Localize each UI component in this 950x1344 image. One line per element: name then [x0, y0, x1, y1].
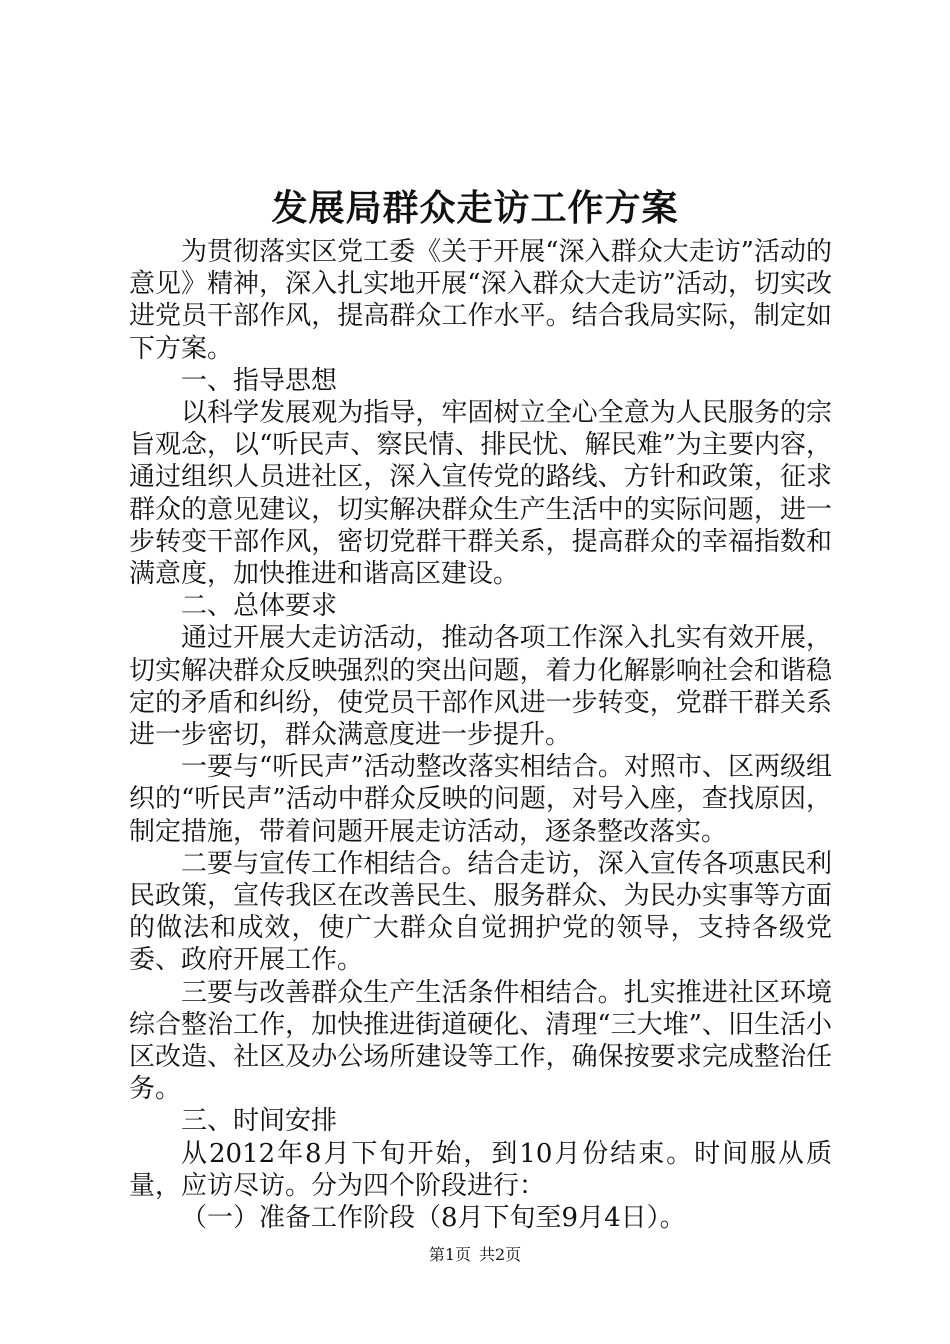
- page-footer: [0, 1245, 950, 1265]
- general-requirements-paragraph: 通过开展大走访活动，推动各项工作深入扎实有效开展，切实解决群众反映强烈的突出问题，着力化解影响社会和谐稳定的矛盾和纠纷，使党员干部作风进一步转变，党群干群关系进一步密切，群众满意度进一步提升。: [129, 623, 832, 751]
- section-heading-guiding-ideology: 一、指导思想: [181, 365, 338, 396]
- section-heading-general-requirements: 二、总体要求: [181, 591, 338, 622]
- document-title: 发展局群众走访工作方案: [271, 187, 679, 229]
- requirement-one-paragraph: 一要与“听民声”活动整改落实相结合。对照市、区两级组织的“听民声”活动中群众反映的问题，对号入座，查找原因，制定措施，带着问题开展走访活动，逐条整改落实。: [129, 752, 832, 847]
- page-number: 第1页: [428, 1245, 471, 1264]
- schedule-paragraph: 从2012年8月下旬开始，到10月份结束。时间服从质量，应访尽访。分为四个阶段进行：: [129, 1138, 832, 1201]
- section-heading-schedule: 三、时间安排: [181, 1106, 338, 1137]
- page-total: 共2页: [479, 1245, 522, 1264]
- guiding-ideology-paragraph: 以科学发展观为指导，牢固树立全心全意为人民服务的宗旨观念，以“听民声、察民情、排民忧、解民难”为主要内容，通过组织人员进社区，深入宣传党的路线、方针和政策，征求群众的意见建议，切实解决群众生产生活中的实际问题，进一步转变干部作风，密切党群干群关系，提高群众的幸福指数和满意度，加快推进和谐高区建设。: [129, 398, 832, 590]
- document-body: [129, 236, 832, 1234]
- requirement-two-paragraph: 二要与宣传工作相结合。结合走访，深入宣传各项惠民利民政策，宣传我区在改善民生、服务群众、为民办实事等方面的做法和成效，使广大群众自觉拥护党的领导，支持各级党委、政府开展工作。: [129, 848, 832, 976]
- intro-paragraph: 为贯彻落实区党工委《关于开展“深入群众大走访”活动的意见》精神，深入扎实地开展“深入群众大走访”活动，切实改进党员干部作风，提高群众工作水平。结合我局实际，制定如下方案。: [129, 237, 832, 364]
- requirement-three-paragraph: 三要与改善群众生产生活条件相结合。扎实推进社区环境综合整治工作，加快推进街道硬化、清理“三大堆”、旧生活小区改造、社区及办公场所建设等工作，确保按要求完成整治任务。: [129, 977, 832, 1105]
- stage-one-paragraph: （一）准备工作阶段（8月下旬至9月4日）。: [181, 1203, 686, 1234]
